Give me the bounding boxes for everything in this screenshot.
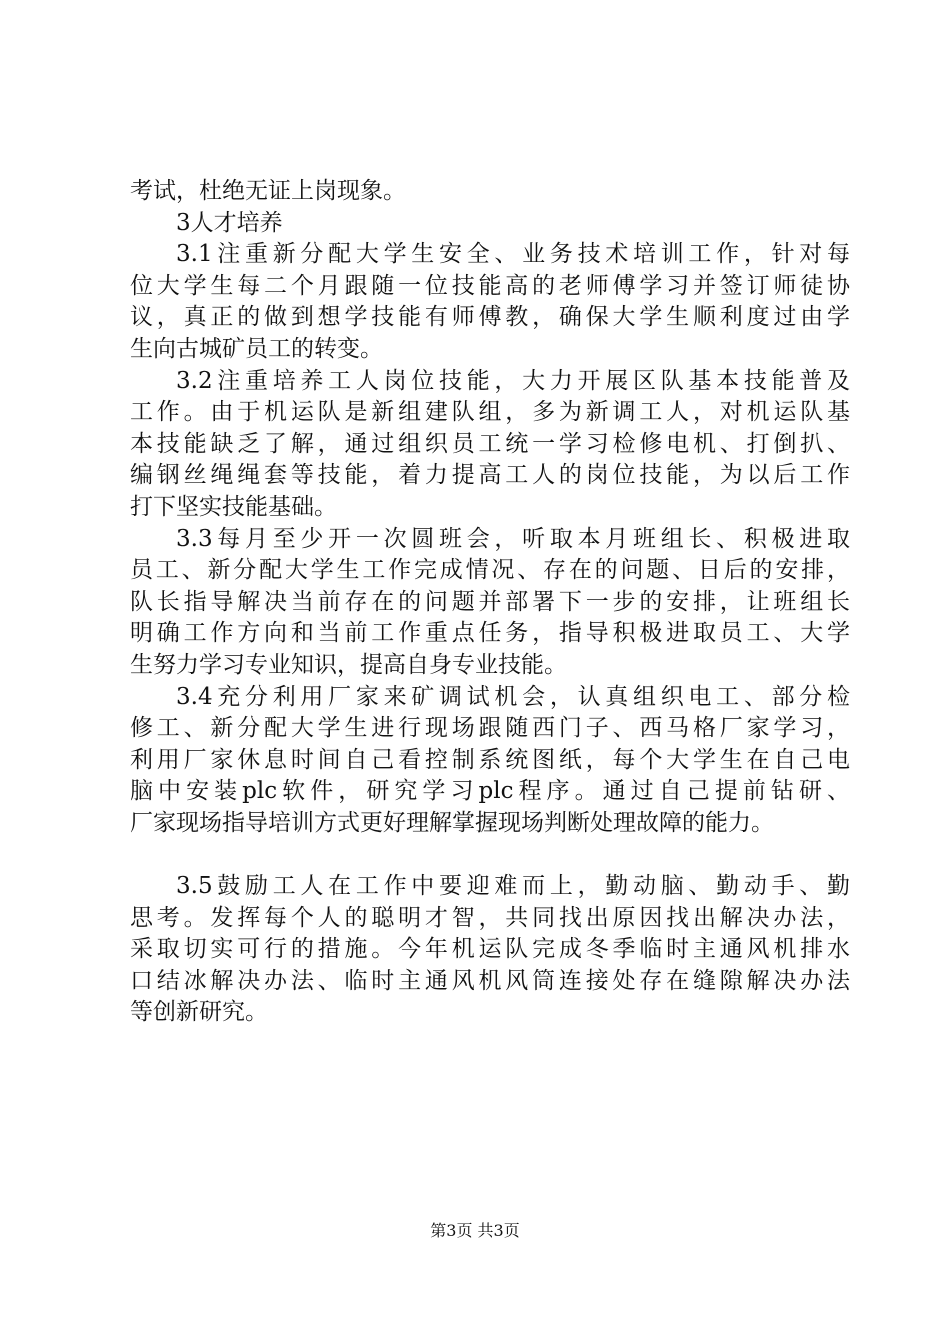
document-body bbox=[130, 176, 850, 1029]
text-line: 3.1注重新分配大学生安全、业务技术培训工作，针对每 bbox=[176, 241, 850, 268]
text-line: 打下坚实技能基础。 bbox=[130, 493, 337, 520]
text-line: 口结冰解决办法、临时主通风机风筒连接处存在缝隙解决办法 bbox=[130, 967, 850, 994]
text-line: 编钢丝绳绳套等技能，着力提高工人的岗位技能，为以后工作 bbox=[130, 462, 850, 489]
text-line: 利用厂家休息时间自己看控制系统图纸，每个大学生在自己电 bbox=[130, 746, 850, 773]
text-line: 3.2注重培养工人岗位技能，大力开展区队基本技能普及 bbox=[176, 367, 850, 394]
text-line: 员工、新分配大学生工作完成情况、存在的问题、日后的安排， bbox=[130, 557, 850, 584]
text-line: 3.3每月至少开一次圆班会，听取本月班组长、积极进取 bbox=[176, 525, 850, 552]
text-line: 队长指导解决当前存在的问题并部署下一步的安排，让班组长 bbox=[130, 588, 850, 615]
section-heading: 3人才培养 bbox=[176, 209, 283, 236]
text-line: 议，真正的做到想学技能有师傅教，确保大学生顺利度过由学 bbox=[130, 304, 850, 331]
text-line: 等创新研究。 bbox=[130, 999, 268, 1026]
text-line: 思考。发挥每个人的聪明才智，共同找出原因找出解决办法， bbox=[130, 904, 850, 931]
text-line: 考试，杜绝无证上岗现象。 bbox=[130, 178, 406, 204]
text-line: 生向古城矿员工的转变。 bbox=[130, 335, 383, 362]
page-number: 第3页 共3页 bbox=[430, 1221, 520, 1240]
text-line: 厂家现场指导培训方式更好理解掌握现场判断处理故障的能力。 bbox=[130, 809, 774, 836]
text-line: 脑中安装plc软件，研究学习plc程序。通过自己提前钻研、 bbox=[130, 778, 850, 805]
text-line: 生努力学习专业知识，提高自身专业技能。 bbox=[130, 651, 567, 678]
text-line: 采取切实可行的措施。今年机运队完成冬季临时主通风机排水 bbox=[130, 936, 850, 963]
text-line: 本技能缺乏了解，通过组织员工统一学习检修电机、打倒扒、 bbox=[130, 430, 850, 457]
text-line: 工作。由于机运队是新组建队组，多为新调工人，对机运队基 bbox=[130, 399, 850, 426]
text-line: 3.4充分利用厂家来矿调试机会，认真组织电工、部分检 bbox=[176, 683, 850, 710]
text-line: 3.5鼓励工人在工作中要迎难而上，勤动脑、勤动手、勤 bbox=[176, 873, 850, 900]
text-line: 明确工作方向和当前工作重点任务，指导积极进取员工、大学 bbox=[130, 620, 850, 647]
text-line: 修工、新分配大学生进行现场跟随西门子、西马格厂家学习， bbox=[130, 715, 850, 742]
text-line: 位大学生每二个月跟随一位技能高的老师傅学习并签订师徒协 bbox=[130, 272, 850, 299]
paragraph-gap bbox=[130, 839, 850, 871]
